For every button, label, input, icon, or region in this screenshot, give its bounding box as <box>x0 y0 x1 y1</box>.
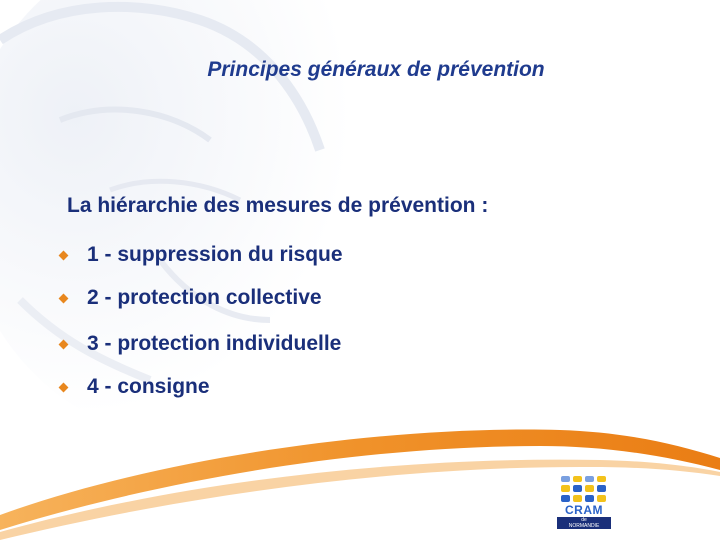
list-item <box>56 240 343 270</box>
bullet-text: 3 - protection individuelle <box>87 332 342 355</box>
bullet-text: 4 - consigne <box>87 375 210 398</box>
logo-grid-icon <box>557 474 611 504</box>
slide-subtitle: La hiérarchie des mesures de prévention : <box>67 194 489 217</box>
diamond-bullet-icon <box>59 250 69 260</box>
diamond-bullet-icon <box>59 293 69 303</box>
list-item <box>56 372 210 402</box>
bullet-text: 2 - protection collective <box>87 286 322 309</box>
logo-band <box>557 517 611 529</box>
list-item <box>56 329 341 359</box>
list-item <box>56 283 322 313</box>
diamond-bullet-icon <box>59 382 69 392</box>
logo-band-line2: NORMANDIE <box>568 523 600 529</box>
slide-title: Principes généraux de prévention <box>207 58 545 81</box>
cram-logo <box>555 474 615 530</box>
diamond-bullet-icon <box>59 339 69 349</box>
logo-band-line1: de <box>581 517 587 523</box>
bullet-text: 1 - suppression du risque <box>87 243 343 266</box>
logo-wordmark: CRAM <box>565 503 603 517</box>
